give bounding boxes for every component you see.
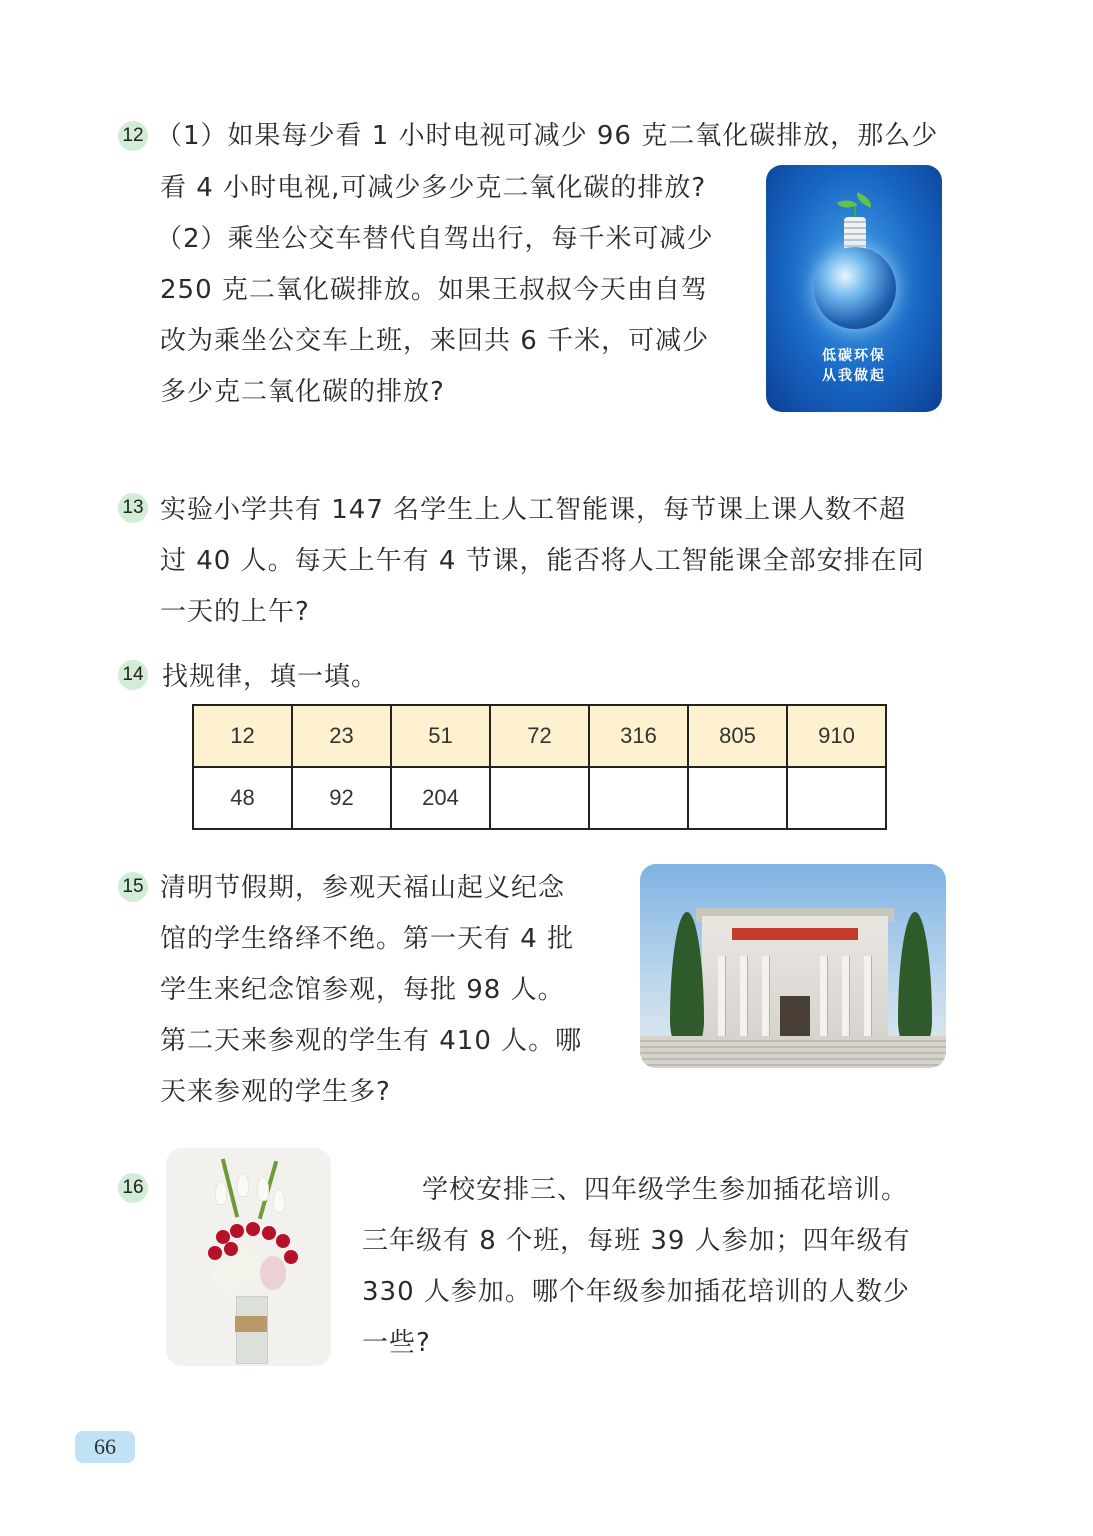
q12-line-4: 250 克二氧化碳排放。如果王叔叔今天由自驾 [160,275,708,305]
q12-line-3: （2）乘坐公交车替代自驾出行，每千米可减少 [156,224,714,254]
column [820,956,827,1038]
column [740,956,747,1038]
poster-caption-line-1: 低碳环保 [822,348,886,364]
q16-line-2: 三年级有 8 个班，每班 39 人参加；四年级有 [362,1226,911,1256]
q15-line-1: 清明节假期，参观天福山起义纪念 [160,873,566,903]
q15-line-3: 学生来纪念馆参观，每批 98 人。 [160,975,565,1005]
table-cell: 316 [589,705,688,767]
memorial-hall-photo [640,864,946,1068]
page-number: 66 [75,1431,135,1463]
flower-arrangement-photo [166,1148,331,1366]
table-cell: 92 [292,767,391,829]
table-cell: 72 [490,705,589,767]
q15-line-4: 第二天来参观的学生有 410 人。哪 [160,1026,583,1056]
poster-caption-line-2: 从我做起 [822,368,886,384]
building-steps [640,1036,946,1068]
pattern-table-row-top [193,705,886,767]
table-cell-blank[interactable] [688,767,787,829]
low-carbon-poster-image [766,165,942,412]
building-sign [732,928,858,940]
red-rose [208,1246,222,1260]
table-cell: 910 [787,705,886,767]
q16-line-4: 一些? [362,1328,431,1358]
calla-lily [216,1182,226,1204]
table-cell-blank[interactable] [490,767,589,829]
q15-line-5: 天来参观的学生多? [160,1077,391,1107]
question-number-16: 16 [118,1173,148,1203]
white-hydrangea [212,1262,242,1292]
column [864,956,871,1038]
cypress-tree [898,912,932,1048]
q14-title: 找规律，填一填。 [162,662,379,692]
q13-line-3: 一天的上午? [160,597,310,627]
earth-globe-icon [814,247,896,329]
q12-line-6: 多少克二氧化碳的排放? [160,377,445,407]
calla-lily [238,1174,248,1196]
table-cell: 204 [391,767,490,829]
table-cell: 51 [391,705,490,767]
column [842,956,849,1038]
red-rose [284,1250,298,1264]
table-cell: 23 [292,705,391,767]
pattern-table [192,704,887,830]
column [762,956,769,1038]
question-number-14: 14 [118,660,148,690]
light-bulb-icon [844,217,866,251]
question-number-12: 12 [118,121,148,151]
cypress-tree [670,912,704,1048]
q13-line-1: 实验小学共有 147 名学生上人工智能课，每节课上课人数不超 [160,495,907,525]
building-door [780,996,810,1038]
red-rose [246,1222,260,1236]
table-cell: 805 [688,705,787,767]
q16-line-1: 学校安排三、四年级学生参加插花培训。 [422,1175,909,1205]
q12-line-1: （1）如果每少看 1 小时电视可减少 96 克二氧化碳排放，那么少 [156,121,939,151]
pattern-table-row-bottom [193,767,886,829]
calla-lily [274,1190,284,1212]
pink-hydrangea [260,1256,286,1290]
column [718,956,725,1038]
q13-line-2: 过 40 人。每天上午有 4 节课，能否将人工智能课全部安排在同 [160,546,925,576]
table-cell-blank[interactable] [589,767,688,829]
q12-line-2: 看 4 小时电视,可减少多少克二氧化碳的排放? [160,173,707,203]
red-rose [262,1226,276,1240]
table-cell: 48 [193,767,292,829]
calla-lily [258,1178,268,1200]
question-number-13: 13 [118,493,148,523]
red-rose [276,1234,290,1248]
table-cell: 12 [193,705,292,767]
q16-line-3: 330 人参加。哪个年级参加插花培训的人数少 [362,1277,910,1307]
q15-line-2: 馆的学生络绎不绝。第一天有 4 批 [160,924,575,954]
question-number-15: 15 [118,872,148,902]
q12-line-5: 改为乘坐公交车上班，来回共 6 千米，可减少 [160,326,710,356]
twine-wrap [235,1316,267,1332]
red-rose [230,1224,244,1238]
table-cell-blank[interactable] [787,767,886,829]
